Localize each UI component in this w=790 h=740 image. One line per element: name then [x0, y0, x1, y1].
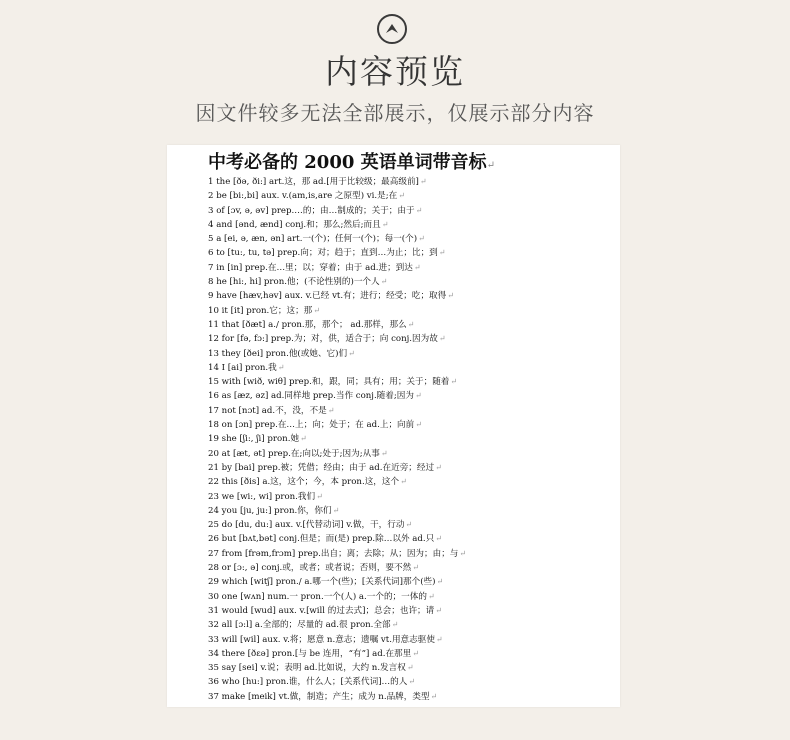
list-item — [208, 275, 613, 289]
paragraph-mark: ↵ — [418, 234, 425, 244]
entry-text: 34 there [ðɛə] pron.[与 be 连用，“有”] ad.在那里 — [208, 648, 412, 659]
paragraph-mark: ↵ — [412, 648, 419, 658]
list-item — [208, 690, 613, 704]
paragraph-mark: ↵ — [435, 605, 442, 615]
entry-text: 3 of [ɔv, ə, əv] prep.…的；由…制成的；关于；由于 — [208, 205, 415, 216]
list-item — [208, 547, 613, 561]
list-item — [208, 175, 613, 189]
list-item — [208, 461, 613, 475]
entry-text: 29 which [witʃ] pron./ a.哪一个(些)；[关系代词]那个(些) — [208, 577, 436, 588]
list-item — [208, 575, 613, 589]
paragraph-mark: ↵ — [391, 620, 399, 630]
paragraph-mark: ↵ — [414, 391, 422, 401]
list-item — [208, 418, 613, 432]
list-item — [208, 647, 613, 661]
list-item — [208, 289, 613, 303]
entry-text: 11 that [ðæt] a./ pron.那，那个； ad.那样，那么 — [208, 319, 407, 330]
paragraph-mark: ↵ — [380, 277, 388, 287]
entry-text: 14 I [ai] pron.我 — [208, 362, 277, 373]
list-item — [208, 189, 613, 203]
list-item — [208, 232, 613, 246]
entry-text: 25 do [du, du:] aux. v.[代替动词] v.做，干，行动 — [208, 520, 405, 531]
paragraph-mark: ↵ — [435, 634, 443, 644]
list-item — [208, 347, 613, 361]
paragraph-mark: ↵ — [380, 448, 388, 458]
list-item — [208, 675, 613, 689]
list-item — [208, 332, 613, 346]
entry-text: 18 on [ɔn] prep.在…上；向；处于；在 ad.上；向前 — [208, 420, 415, 431]
list-item — [208, 361, 613, 375]
entry-text: 35 say [sei] v.说；表明 ad.比如说，大约 n.发言权 — [208, 663, 406, 674]
paragraph-mark: ↵ — [435, 534, 442, 544]
page-header — [0, 0, 790, 140]
list-item — [208, 590, 613, 604]
paragraph-mark: ↵ — [412, 563, 419, 573]
entry-text: 33 will [wil] aux. v.将；愿意 n.意志；遗嘱 vt.用意志驱使 — [208, 634, 435, 645]
entry-text: 28 or [ɔ:, ə] conj.或，或者；或者说；否则，要不然 — [208, 563, 412, 574]
paragraph-mark: ↵ — [427, 591, 435, 601]
paragraph-mark: ↵ — [408, 677, 416, 687]
entry-text: 31 would [wud] aux. v.[will 的过去式]；总会；也许；请 — [208, 605, 435, 616]
list-item — [208, 447, 613, 461]
list-item — [208, 246, 613, 260]
paragraph-mark: ↵ — [447, 291, 454, 301]
entry-text: 4 and [ənd, ænd] conj.和；那么;然后;而且 — [208, 219, 381, 230]
paragraph-mark: ↵ — [415, 420, 422, 430]
page-subtitle: 因文件较多无法全部展示，仅展示部分内容 — [195, 101, 595, 125]
page-title: 内容预览 — [325, 52, 465, 91]
paragraph-mark: ↵ — [313, 305, 320, 315]
list-item — [208, 561, 613, 575]
entry-text: 19 she [ʃi:, ʃi] pron.她 — [208, 434, 300, 445]
entry-text: 36 who [hu:] pron.谁，什么人；[关系代词]…的人 — [208, 677, 408, 688]
document-preview — [167, 145, 620, 707]
paragraph-mark: ↵ — [398, 191, 405, 201]
paragraph-mark: ↵ — [406, 663, 414, 673]
paragraph-mark: ↵ — [450, 377, 458, 387]
entry-text: 8 he [hi:, hi] pron.他；(不论性别的)一个人 — [208, 277, 380, 288]
list-item — [208, 304, 613, 318]
paragraph-mark: ↵ — [419, 177, 427, 186]
entry-text: 13 they [ðei] pron.他(或她、它)们 — [208, 348, 348, 359]
paragraph-mark: ↵ — [332, 505, 340, 515]
entry-text: 37 make [meik] vt.做，制造；产生；成为 n.品牌，类型 — [208, 691, 430, 702]
paragraph-mark: ↵ — [486, 160, 496, 171]
vocabulary-list — [208, 175, 613, 704]
chevron-up-icon — [384, 21, 400, 37]
paragraph-mark: ↵ — [436, 577, 444, 587]
entry-text: 23 we [wi:, wi] pron.我们 — [208, 491, 316, 502]
list-item — [208, 432, 613, 446]
entry-text: 2 be [bi:,bi] aux. v.(am,is,are 之原型) vi.是;在 — [208, 191, 398, 202]
paragraph-mark: ↵ — [277, 362, 285, 372]
list-item — [208, 261, 613, 275]
list-item — [208, 532, 613, 546]
entry-text: 7 in [in] prep.在…里；以；穿着；由于 ad.进；到达 — [208, 262, 413, 273]
list-item — [208, 504, 613, 518]
entry-text: 32 all [ɔ:l] a.全部的；尽量的 ad.很 pron.全部 — [208, 620, 391, 631]
list-item — [208, 604, 613, 618]
paragraph-mark: ↵ — [300, 434, 307, 444]
list-item — [208, 318, 613, 332]
list-item — [208, 618, 613, 632]
paragraph-mark: ↵ — [407, 319, 415, 329]
entry-text: 26 but [bʌt,bət] conj.但是；而(是) prep.除…以外 ad.只 — [208, 534, 435, 545]
list-item — [208, 375, 613, 389]
paragraph-mark: ↵ — [405, 520, 413, 530]
entry-text: 16 as [æz, əz] ad.同样地 prep.当作 conj.随着;因为 — [208, 391, 414, 402]
list-item — [208, 633, 613, 647]
entry-text: 22 this [ðis] a.这，这个；今，本 pron.这，这个 — [208, 477, 400, 488]
entry-text: 20 at [æt, ət] prep.在;向以;处于;因为;从事 — [208, 448, 380, 459]
paragraph-mark: ↵ — [415, 205, 423, 215]
entry-text: 15 with [wið, wiθ] prep.和，跟，同；具有；用；关于；随着 — [208, 377, 450, 388]
paragraph-mark: ↵ — [316, 491, 323, 501]
paragraph-mark: ↵ — [435, 462, 442, 472]
list-item — [208, 389, 613, 403]
list-item — [208, 404, 613, 418]
paragraph-mark: ↵ — [459, 548, 467, 558]
entry-text: 17 not [nɔt] ad.不，没，不是 — [208, 405, 327, 416]
paragraph-mark: ↵ — [413, 262, 421, 272]
paragraph-mark: ↵ — [400, 477, 407, 487]
entry-text: 1 the [ðə, ði:] art.这，那 ad.[用于比较级；最高级前] — [208, 177, 419, 187]
entry-text: 6 to [tu:, tu, tə] prep.向；对；趋于；直到…为止；比；到 — [208, 248, 438, 259]
entry-text: 10 it [it] pron.它；这；那 — [208, 305, 313, 316]
list-item — [208, 218, 613, 232]
entry-text: 24 you [ju, ju:] pron.你，你们 — [208, 505, 332, 516]
paragraph-mark: ↵ — [327, 405, 335, 415]
document-title — [208, 148, 495, 174]
paragraph-mark: ↵ — [438, 334, 446, 344]
paragraph-mark: ↵ — [430, 691, 438, 701]
entry-text: 12 for [fə, fɔ:] prep.为；对，供，适合于；向 conj.因为故 — [208, 334, 438, 345]
list-item — [208, 204, 613, 218]
list-item — [208, 661, 613, 675]
entry-text: 30 one [wʌn] num.一 pron.一个(人) a.一个的；一体的 — [208, 591, 427, 602]
entry-text: 21 by [bai] prep.被；凭借；经由；由于 ad.在近旁；经过 — [208, 462, 435, 473]
paragraph-mark: ↵ — [348, 348, 355, 358]
logo-badge — [377, 14, 407, 44]
document-title-text: 中考必备的 2000 英语单词带音标 — [208, 152, 487, 173]
paragraph-mark: ↵ — [438, 248, 446, 258]
list-item — [208, 475, 613, 489]
list-item — [208, 490, 613, 504]
entry-text: 5 a [ei, ə, æn, ən] art.一(个)；任何一(个)；每一(个) — [208, 234, 418, 245]
entry-text: 9 have [hæv,həv] aux. v.已经 vt.有；进行；经受；吃；取得 — [208, 291, 447, 302]
entry-text: 27 from [frəm,frɔm] prep.出自；离；去除；从；因为；由；与 — [208, 548, 459, 559]
paragraph-mark: ↵ — [381, 219, 389, 229]
list-item — [208, 518, 613, 532]
